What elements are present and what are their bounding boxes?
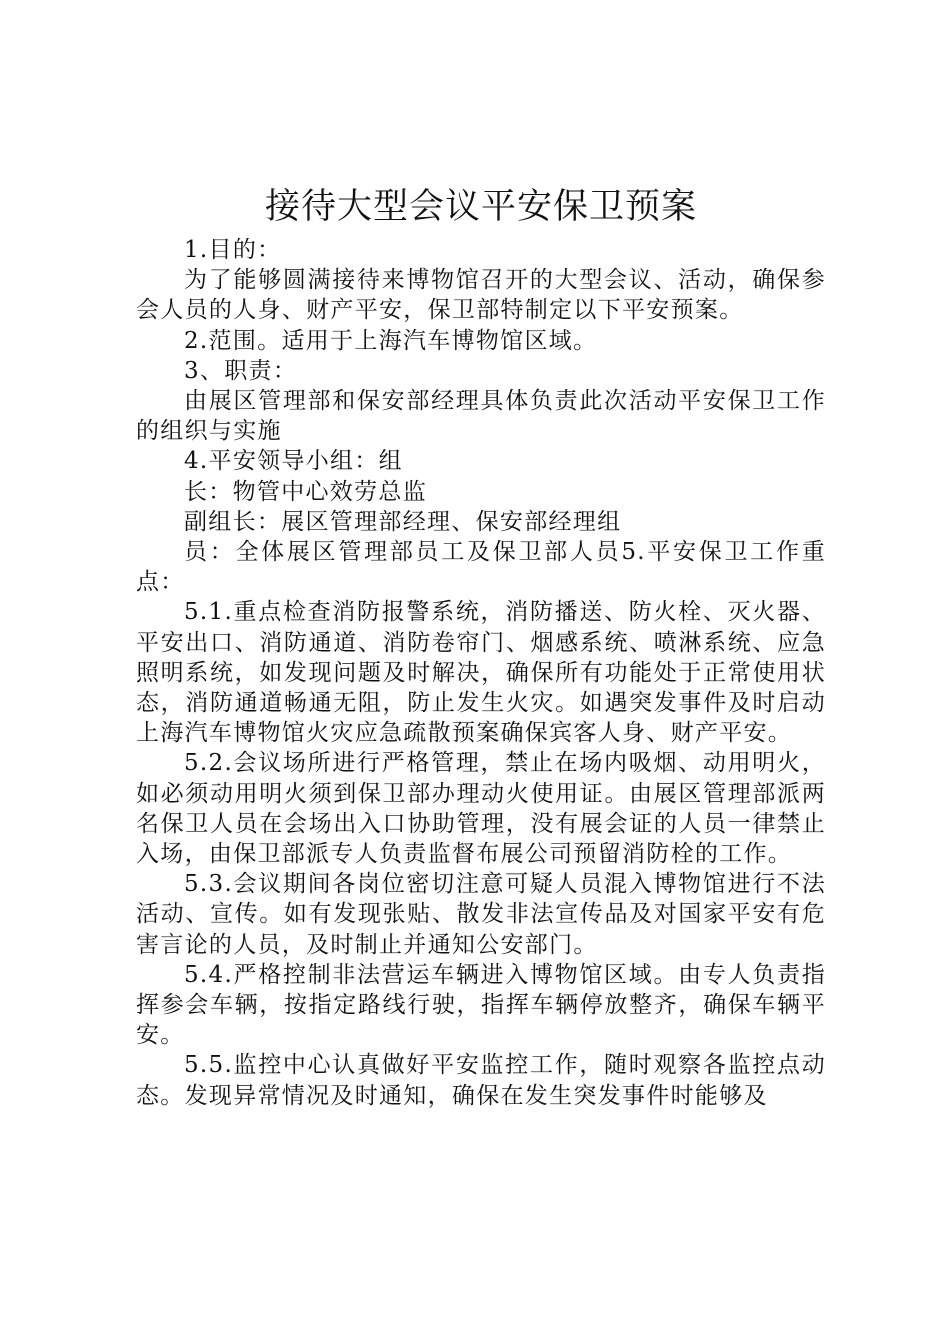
paragraph-leadership-group: 4.平安领导小组：组 xyxy=(184,448,403,475)
paragraph-purpose-heading: 1.目的： xyxy=(184,237,282,263)
paragraph-scope: 2.范围。适用于上海汽车博物馆区域。 xyxy=(184,327,598,354)
document-page xyxy=(136,181,826,1111)
paragraph-5-5: 5.5.监控中心认真做好平安监控工作，随时观察各监控点动态。发现异常情况及时通知，确保在发生突发事件时能够及 xyxy=(136,1052,826,1109)
paragraph-purpose: 为了能够圆满接待来博物馆召开的大型会议、活动，确保参会人员的人身、财产平安，保卫部特制定以下平安预案。 xyxy=(136,267,826,324)
paragraph-5-4: 5.4.严格控制非法营运车辆进入博物馆区域。由专人负责指挥参会车辆，按指定路线行驶，指挥车辆停放整齐，确保车辆平安。 xyxy=(136,961,826,1049)
paragraph-5-2: 5.2.会议场所进行严格管理，禁止在场内吸烟、动用明火，如必须动用明火须到保卫部办理动火使用证。由展区管理部派两名保卫人员在会场出入口协助管理，没有展会证的人员一律禁止入场，由保卫部派专人负责监督布展公司预留消防栓的工作。 xyxy=(136,750,826,868)
paragraph-members: 员：全体展区管理部员工及保卫部人员5.平安保卫工作重点： xyxy=(136,539,826,596)
paragraph-deputy-leader: 副组长：展区管理部经理、保安部经理组 xyxy=(184,508,622,535)
document-title: 接待大型会议平安保卫预案 xyxy=(264,187,697,227)
paragraph-group-leader: 长：物管中心效劳总监 xyxy=(184,478,427,505)
paragraph-5-1: 5.1.重点检查消防报警系统，消防播送、防火栓、灭火器、平安出口、消防通道、消防卷帘门、烟感系统、喷淋系统、应急照明系统，如发现问题及时解决，确保所有功能处于正常使用状态，消防通道畅通无阻，防止发生火灾。如遇突发事件及时启动上海汽车博物馆火灾应急疏散预案确保宾客人身、财产平安。 xyxy=(136,599,826,747)
paragraph-5-3: 5.3.会议期间各岗位密切注意可疑人员混入博物馆进行不法活动、宣传。如有发现张贴、散发非法宣传品及对国家平安有危害言论的人员，及时制止并通知公安部门。 xyxy=(136,871,826,958)
paragraph-duty: 由展区管理部和保安部经理具体负责此次活动平安保卫工作的组织与实施 xyxy=(136,388,826,445)
paragraph-duty-heading: 3、职责： xyxy=(184,357,298,384)
